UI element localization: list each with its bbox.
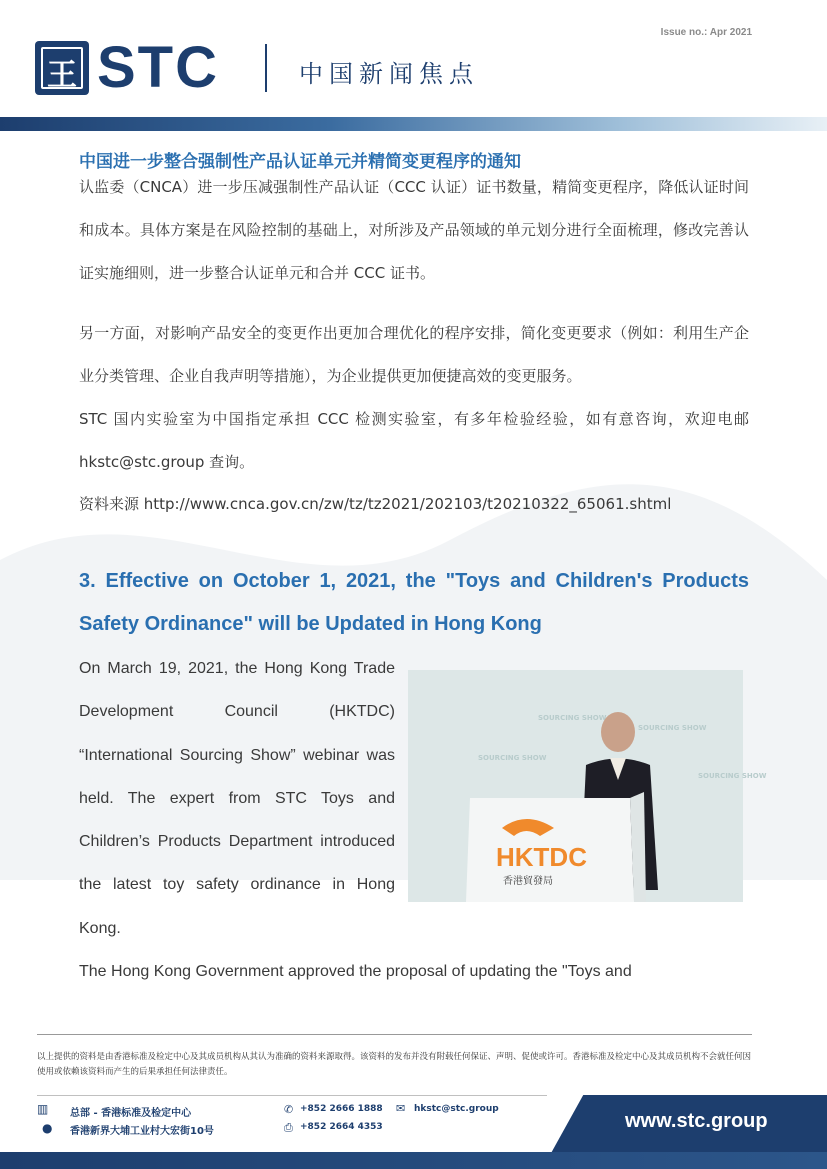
photo-illustration — [408, 670, 767, 902]
logo-wordmark: STC — [97, 35, 219, 100]
section-title-en: 3. Effective on October 1, 2021, the "Toys and Children's Products Safety Ordinance" will be Updated in Hong Kong — [79, 570, 749, 635]
disclaimer: 以上提供的资料是由香港标准及检定中心及其成员机构从其认为准确的资料来源取得。该资料的发布并没有附载任何保证、声明、促使或许可。香港标准及检定中心及其成员机构不会就任何因使用或依赖该资料而产生的后果承担任何法律责任。 — [37, 1052, 752, 1077]
header-divider — [265, 44, 267, 92]
fax-icon: ⎙ — [284, 1121, 293, 1134]
stc-emblem-icon: 王 — [35, 41, 89, 95]
footer-divider — [37, 1034, 752, 1035]
stc-logo — [35, 35, 219, 100]
podium-logo-cn: 香港貿發局 — [503, 876, 553, 887]
footer-band — [0, 1152, 827, 1169]
podium-logo: HKTDC — [496, 842, 587, 872]
speaker-head — [601, 712, 635, 752]
section-title-cn: 中国进一步整合强制性产品认证单元并精简变更程序的通知 — [79, 152, 521, 172]
backdrop-text: SOURCING SHOW — [478, 754, 547, 762]
email-icon: ✉ — [396, 1102, 406, 1115]
paragraph-en-1: On March 19, 2021, the Hong Kong Trade Development Council (HKTDC) “International Sourcing Show” webinar was held. The expert from STC Toys and Children’s Products Department introduced the latest toy safety ordinance in Hong Kong. — [79, 660, 395, 937]
header-band — [0, 117, 827, 131]
paragraph-cn-1: 认监委（CNCA）进一步压减强制性产品认证（CCC 认证）证书数量，精简变更程序，降低认证时间和成本。具体方案是在风险控制的基础上，对所涉及产品领域的单元划分进行全面梳理，修改完善认证实施细则，进一步整合认证单元和合并 CCC 证书。 — [79, 178, 749, 282]
footer-contact-line — [37, 1095, 547, 1096]
fax-number: +852 2664 4353 — [300, 1122, 383, 1132]
event-photo — [408, 670, 767, 902]
location-pin-icon: ● — [42, 1121, 53, 1135]
email-link[interactable]: hkstc@stc.group — [414, 1104, 499, 1114]
website-link[interactable]: www.stc.group — [625, 1110, 768, 1132]
building-icon: ▥ — [37, 1102, 49, 1116]
backdrop-text: SOURCING SHOW — [538, 714, 607, 722]
newsletter-title: 中国新闻焦点 — [299, 60, 479, 88]
backdrop-text: SOURCING SHOW — [638, 724, 707, 732]
hq-address: 香港新界大埔工业村大宏街10号 — [70, 1126, 214, 1137]
issue-number: Issue no.: Apr 2021 — [660, 27, 752, 38]
phone-number[interactable]: +852 2666 1888 — [300, 1104, 383, 1114]
paragraph-en-2: The Hong Kong Government approved the proposal of updating the "Toys and — [79, 963, 632, 980]
paragraph-cn-3: STC 国内实验室为中国指定承担 CCC 检测实验室，有多年检验经验，如有意咨询，欢迎电邮 hkstc@stc.group 查询。 — [79, 410, 749, 471]
paragraph-cn-2: 另一方面，对影响产品安全的变更作出更加合理优化的程序安排，简化变更要求（例如：利用生产企业分类管理、企业自我声明等措施），为企业提供更加便捷高效的变更服务。 — [79, 324, 749, 385]
hq-label: 总部 - 香港标准及检定中心 — [70, 1108, 192, 1119]
source-link[interactable]: 资料来源 http://www.cnca.gov.cn/zw/tz/tz2021/202103/t20210322_65061.shtml — [79, 495, 672, 513]
backdrop-text: SOURCING SHOW — [698, 772, 767, 780]
phone-icon: ✆ — [284, 1103, 294, 1116]
